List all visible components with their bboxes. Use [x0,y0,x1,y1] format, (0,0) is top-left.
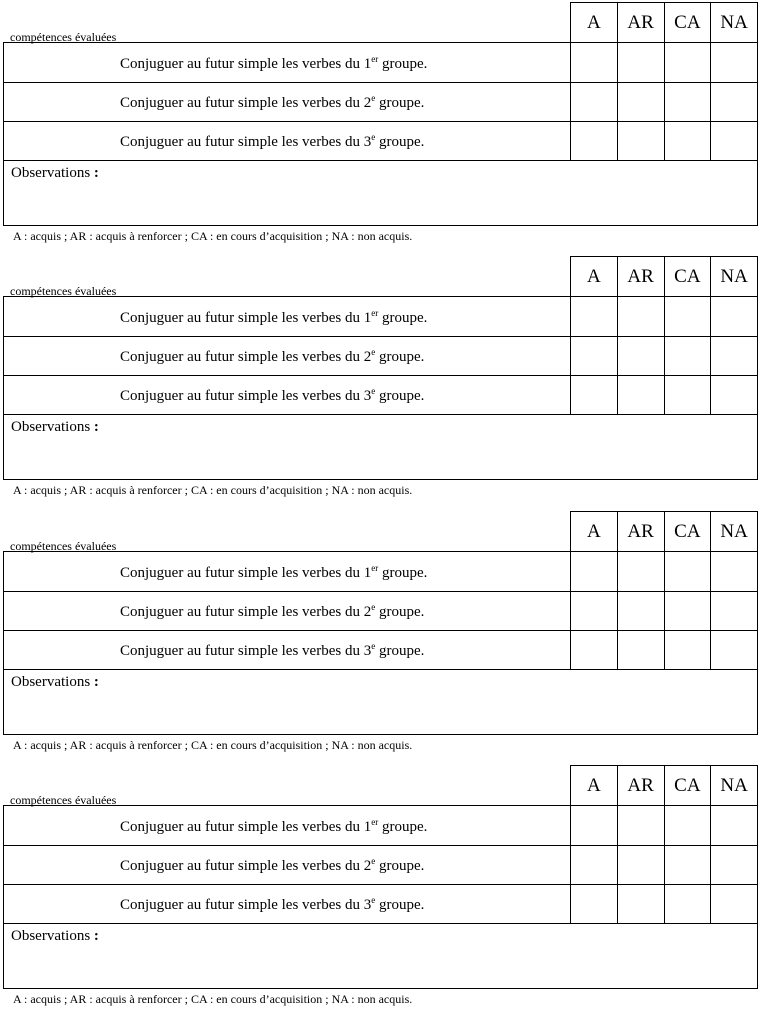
competence-label [120,132,424,151]
competence-text: Conjuguer au futur simple les verbes du 3 [120,134,372,150]
competence-row [4,82,757,122]
competence-row [4,630,757,670]
legend-text: A : acquis ; AR : acquis à renforcer ; CA : en cours d’acquisition ; NA : non acquis. [13,229,413,243]
level-cell-divider [617,297,618,415]
evaluation-block [0,765,760,1010]
legend-text: A : acquis ; AR : acquis à renforcer ; CA : en cours d’acquisition ; NA : non acquis. [13,992,413,1006]
competence-suffix: groupe. [378,819,428,835]
competence-suffix: groupe. [378,56,428,72]
observations-colon: : [93,165,99,181]
evaluation-block [0,256,760,501]
ordinal-suffix: e [371,93,376,103]
competence-text: Conjuguer au futur simple les verbes du 2 [120,95,372,111]
competence-suffix: groupe. [375,858,425,874]
level-header-cell: A [587,11,601,33]
level-cell-divider [570,552,571,670]
competence-row [4,884,757,924]
level-cell-divider [617,552,618,670]
observations-label [11,419,99,436]
competence-text: Conjuguer au futur simple les verbes du 1 [120,819,372,835]
observations-colon: : [93,674,99,690]
observations-text: Observations [11,419,91,435]
observations-text: Observations [11,674,91,690]
competence-label [120,386,424,405]
ordinal-suffix: er [371,817,379,827]
level-header-cell: AR [617,512,664,551]
observations-label [11,674,99,691]
competence-text: Conjuguer au futur simple les verbes du 1 [120,565,372,581]
ordinal-suffix: e [371,386,376,396]
competence-label [120,895,424,914]
competences-caption: compétences évaluées [10,30,117,44]
ordinal-suffix: er [371,308,379,318]
level-header-cell: CA [664,766,711,805]
competence-suffix: groupe. [375,897,425,913]
ordinal-suffix: e [371,856,376,866]
competence-row [4,121,757,161]
legend-text: A : acquis ; AR : acquis à renforcer ; CA : en cours d’acquisition ; NA : non acquis. [13,483,413,497]
level-cell-divider [570,806,571,924]
observations-label [11,165,99,182]
competence-row [4,845,757,885]
competence-label [120,308,427,327]
ordinal-suffix: e [371,895,376,905]
observations-colon: : [93,928,99,944]
level-header-cell: NA [710,3,757,42]
level-cell-divider [710,552,711,670]
level-cell-divider [710,297,711,415]
competence-text: Conjuguer au futur simple les verbes du 2 [120,349,372,365]
competence-label [120,563,427,582]
competence-label [120,347,424,366]
competence-label [120,641,424,660]
ordinal-suffix: e [371,641,376,651]
competence-suffix: groupe. [375,388,425,404]
competence-text: Conjuguer au futur simple les verbes du 2 [120,604,372,620]
competence-suffix: groupe. [378,565,428,581]
ordinal-suffix: e [371,347,376,357]
competence-suffix: groupe. [375,134,425,150]
competence-label [120,54,427,73]
competence-suffix: groupe. [375,349,425,365]
competence-label [120,817,427,836]
level-header-cell: CA [664,512,711,551]
competence-text: Conjuguer au futur simple les verbes du 3 [120,388,372,404]
level-header-cell: NA [710,512,757,551]
level-cell-divider [617,43,618,161]
level-header-cell: AR [617,3,664,42]
competence-text: Conjuguer au futur simple les verbes du 3 [120,643,372,659]
level-cell-divider [664,297,665,415]
level-cell-divider [664,43,665,161]
competence-row [4,806,757,846]
competences-caption: compétences évaluées [10,284,117,298]
competence-text: Conjuguer au futur simple les verbes du 2 [120,858,372,874]
competence-row [4,43,757,83]
competence-text: Conjuguer au futur simple les verbes du 3 [120,897,372,913]
competences-table [3,551,758,735]
competence-suffix: groupe. [375,604,425,620]
level-header-cell: CA [664,257,711,296]
competence-label [120,856,424,875]
level-header [570,765,758,805]
observations-text: Observations [11,165,91,181]
level-cell-divider [617,806,618,924]
level-header-cell: A [587,265,601,287]
competences-table [3,42,758,226]
competence-text: Conjuguer au futur simple les verbes du 1 [120,56,372,72]
level-header-cell: AR [617,257,664,296]
level-header-cell: NA [710,257,757,296]
competence-suffix: groupe. [378,310,428,326]
level-header [570,256,758,296]
competence-label [120,602,424,621]
competences-table [3,805,758,989]
competence-row [4,336,757,376]
ordinal-suffix: e [371,132,376,142]
competence-row [4,591,757,631]
competence-row [4,375,757,415]
level-header-cell: A [587,520,601,542]
level-header-cell: AR [617,766,664,805]
competence-row [4,297,757,337]
level-header-cell: A [587,774,601,796]
evaluation-block [0,2,760,247]
level-header [570,2,758,42]
competence-suffix: groupe. [375,643,425,659]
ordinal-suffix: er [371,54,379,64]
competences-caption: compétences évaluées [10,539,117,553]
ordinal-suffix: e [371,602,376,612]
level-cell-divider [664,806,665,924]
evaluation-block [0,511,760,756]
level-header [570,511,758,551]
level-header-cell: CA [664,3,711,42]
competence-suffix: groupe. [375,95,425,111]
level-cell-divider [710,806,711,924]
observations-label [11,928,99,945]
legend-text: A : acquis ; AR : acquis à renforcer ; CA : en cours d’acquisition ; NA : non acquis. [13,738,413,752]
level-cell-divider [664,552,665,670]
observations-text: Observations [11,928,91,944]
competences-table [3,296,758,480]
level-cell-divider [570,43,571,161]
competence-row [4,552,757,592]
level-cell-divider [710,43,711,161]
level-cell-divider [570,297,571,415]
level-header-cell: NA [710,766,757,805]
competences-caption: compétences évaluées [10,793,117,807]
competence-text: Conjuguer au futur simple les verbes du 1 [120,310,372,326]
ordinal-suffix: er [371,563,379,573]
observations-colon: : [93,419,99,435]
competence-label [120,93,424,112]
